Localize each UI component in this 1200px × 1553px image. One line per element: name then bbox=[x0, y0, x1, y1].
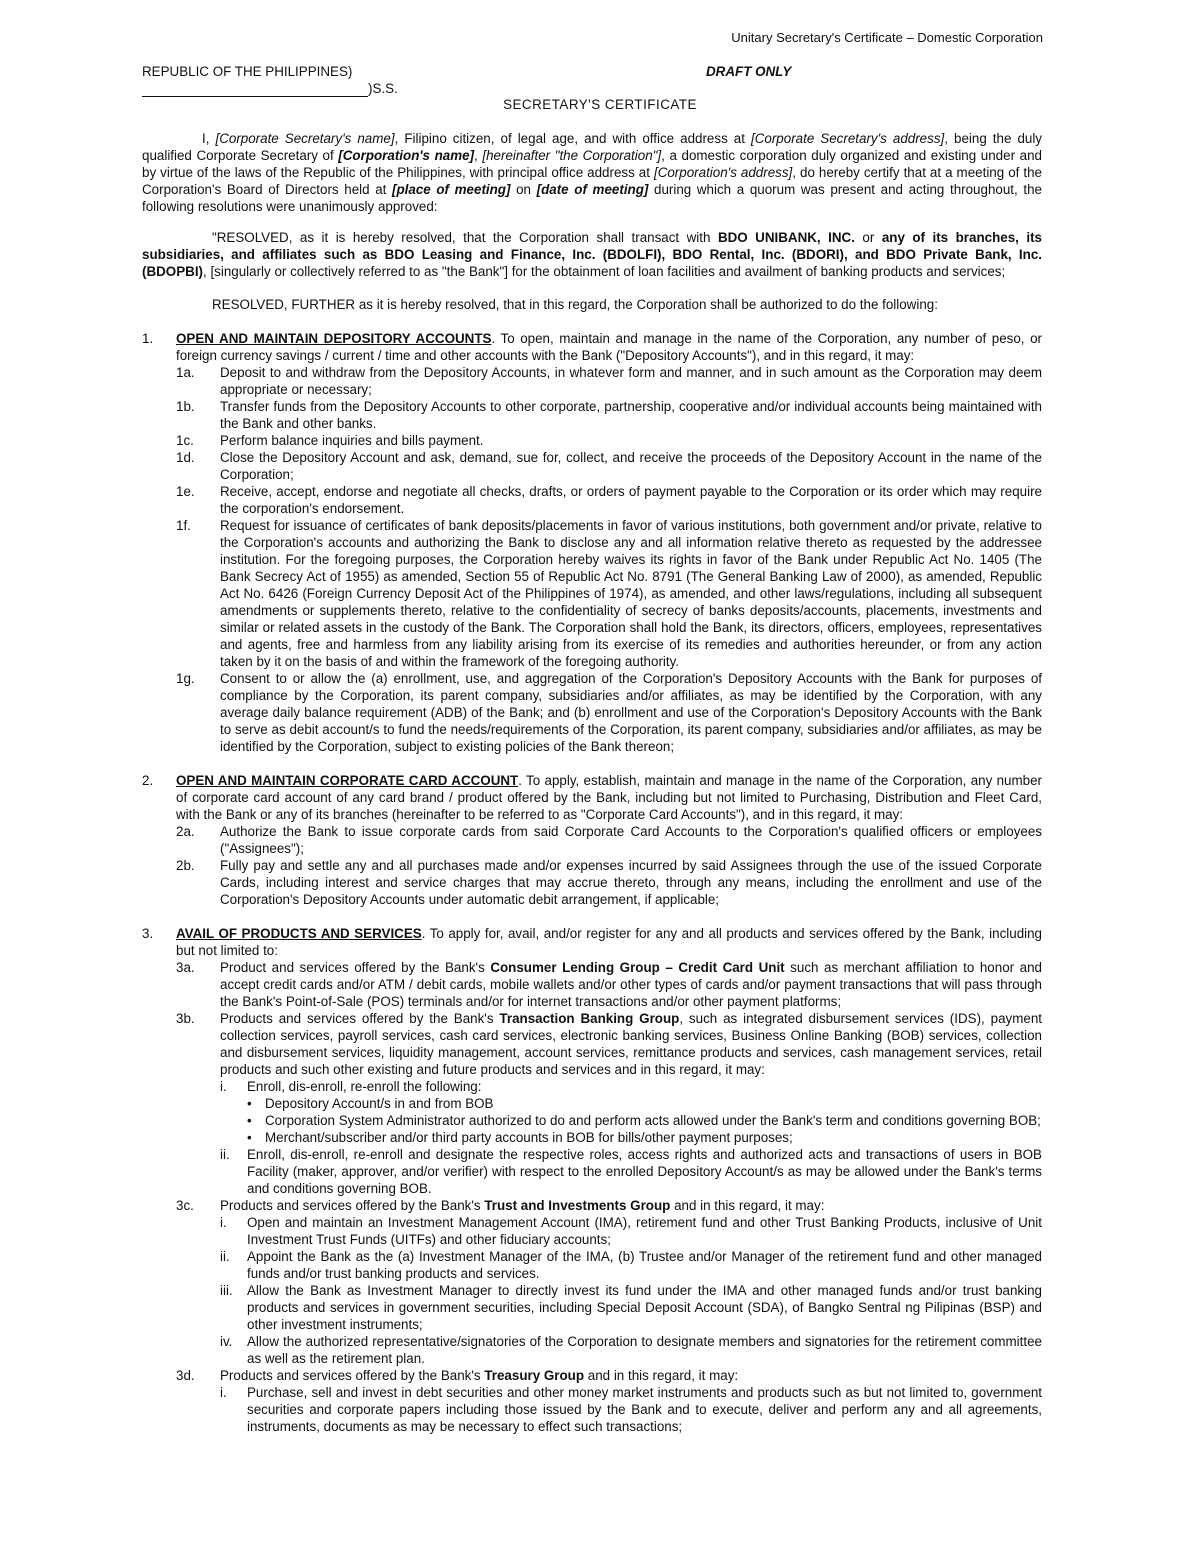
placeholder-meeting-date: [date of meeting] bbox=[536, 182, 649, 197]
section-number: 1. bbox=[142, 331, 154, 346]
bank-affiliates: any of its branches, its subsidiaries, and affiliates such as BDO Leasing and Finance, Inc. (BDOLFI), BDO Rental, Inc. (BDORI), and BDO Private Bank, Inc. (BDOPBI) bbox=[142, 230, 1042, 279]
document-type-header: Unitary Secretary's Certificate – Domestic Corporation bbox=[731, 30, 1043, 45]
resolution-paragraph: "RESOLVED, as it is hereby resolved, that the Corporation shall transact with BDO UNIBANK, INC. or any of its branches, its subsidiaries, and affiliates such as BDO Leasing and Finance, Inc. (BDOLFI), BDO Rental, Inc. (BDORI), and BDO Private Bank, Inc. (BDOPBI), [singularly or collectively referred to as "the Bank"] for the obtainment of loan facilities and availment of banking products and services; bbox=[142, 230, 1042, 279]
list-item-3c: 3c. Products and services offered by the Bank's Trust and Investments Group and in this regard, it may: i. Open and maintain an Investment Management Account (IMA), retirement fund and other Trust Banking Products, inclusive of Unit Investment Trust Funds (UITFs) and other fiduciary accounts; ii. Appoint the Bank as the (a) Investment Manager of the IMA, (b) Trustee and/or Manager of the retirement fund and other managed funds and/or trust banking products and services. iii. Allow the Bank as Investment Manager to directly invest its fund under the IMA and other managed funds and/or trust banking products and services in government securities, including Special Deposit Account (SDA), of Bangko Sentral ng Pilipinas (BSP) and other investment instruments; iv. Allow the authorized representative/signatories of the Corporation to designate members and signatories for the retirement committee as well as the retirement plan. bbox=[176, 1198, 1042, 1366]
list-item: 2a. Authorize the Bank to issue corporate cards from said Corporate Card Accounts to the Corporation's qualified officers or employees ("Assignees"); bbox=[176, 824, 1042, 856]
intro-paragraph: I, [Corporate Secretary's name], Filipino citizen, of legal age, and with office address at [Corporate Secretary's address], being the duly qualified Corporate Secretary of [Corporation's name], [hereinafter "the Corporation"], a domestic corporation duly organized and existing under and by virtue of the laws of the Republic of the Philippines, with principal office address at [Corporation's address], do hereby certify that at a meeting of the Corporation's Board of Directors held at [place of meeting] on [date of meeting] during which a quorum was present and acting throughout, the following resolutions were unanimously approved: bbox=[142, 131, 1043, 214]
list-item: 2b. Fully pay and settle any and all purchases made and/or expenses incurred by said Assignees through the use of the issued Corporate Cards, including interest and service charges that may accrue thereto, through any means, including the enrollment and use of the Corporation's Depository Accounts under automatic debit arrangement, if applicable; bbox=[176, 858, 1042, 907]
section-heading: AVAIL OF PRODUCTS AND SERVICES bbox=[176, 926, 422, 941]
blank-underline bbox=[142, 83, 368, 97]
placeholder-hereinafter: [hereinafter "the Corporation"] bbox=[482, 148, 662, 163]
section-3: 3. AVAIL OF PRODUCTS AND SERVICES. To apply for, avail, and/or register for any and all products and services offered by the Bank, including but not limited to: 3a. Product and services offered by the Bank's Consumer Lending Group – Credit Card Unit such as merchant affiliation to honor and accept credit cards and/or ATM / debit cards, mobile wallets and/or other types of cards and/or payment transactions that will pass through the Bank's Point-of-Sale (POS) terminals and/or for internet transactions and/or other payment platforms; 3b. Products and services offered by the Bank's Transaction Banking Group, such as integrated disbursement services (IDS), payment collection services, payroll services, cash card services, electronic banking services, Business Online Banking (BOB) services, collection and disbursement services, liquidity management, account services, remittance products and services, cash management services, retail products and such other existing and future products and services and in this regard, it may: i. Enroll, dis-enroll, re-enroll the following: • Depository Account/s in and from BOB • Corporation System Administrator authorized to do and perform acts allowed under the Bank's term and conditions governing BOB; • Merchant/subscriber and/or third party accounts in BOB for bills/other payment purposes; ii. Enroll, dis-enroll, re-enroll and designate the respective roles, access rights and authorized acts and transactions of users in BOB Facility (maker, approver, and/or verifier) with respect to the enrolled Depository Account/s as may be allowed under the Bank's terms and conditions governing BOB. 3c. Products and services offered by the Bank's Trust and Investments Group and in this regard, it may: i. Open and maintain an Investment Management Account (IMA), retirement fund and other Trust Banking Products, inclusive of Unit Investment Trust Funds (UITFs) and other fiduciary accounts; ii. Appoint the Bank as the (a) Investment Manager of the IMA, (b) Trustee and/or Manager of the retirement fund and other managed funds and/or trust banking products and services. iii. Allow the Bank as Investment Manager to directly invest its fund under the IMA and other managed funds and/or trust banking products and services in government securities, including Special Deposit Account (SDA), of Bangko Sentral ng Pilipinas (BSP) and other investment instruments; iv. Allow the authorized representative/signatories of the Corporation to designate members and signatories for the retirement committee as well as the retirement plan. 3d. Products and services offered by the Bank's Treasury Group and in this regard, it may: i. Purchase, sell and invest in debt securities and other money market instruments and products such as but not limited to, government securities and corporate papers including those issued by the Bank and to execute, deliver and perform any and all agreements, instruments, documents as may be necessary to effect such transactions; bbox=[142, 926, 1043, 1434]
document-body bbox=[142, 130, 1042, 1452]
sub-item: ii. Appoint the Bank as the (a) Investment Manager of the IMA, (b) Trustee and/or Manager of the retirement fund and other managed funds and/or trust banking products and services. bbox=[220, 1249, 1042, 1281]
sub-item: iii. Allow the Bank as Investment Manager to directly invest its fund under the IMA and other managed funds and/or trust banking products and services in government securities, including Special Deposit Account (SDA), of Bangko Sentral ng Pilipinas (BSP) and other investment instruments; bbox=[220, 1283, 1042, 1332]
section-heading: OPEN AND MAINTAIN DEPOSITORY ACCOUNTS bbox=[176, 331, 492, 346]
section-number: 3. bbox=[142, 926, 154, 941]
placeholder-secretary-name: [Corporate Secretary's name] bbox=[215, 131, 395, 146]
document-title: SECRETARY'S CERTIFICATE bbox=[503, 97, 697, 112]
bullet-item: • Corporation System Administrator authorized to do and perform acts allowed under the Bank's term and conditions governing BOB; bbox=[247, 1113, 1041, 1128]
list-item: 1d. Close the Depository Account and ask, demand, sue for, collect, and receive the proceeds of the Depository Account in the name of the Corporation; bbox=[176, 450, 1042, 482]
list-item: 1c. Perform balance inquiries and bills payment. bbox=[176, 433, 484, 448]
placeholder-corporation-address: [Corporation's address] bbox=[653, 165, 793, 180]
sub-item: i. Open and maintain an Investment Management Account (IMA), retirement fund and other Trust Banking Products, inclusive of Unit Investment Trust Funds (UITFs) and other fiduciary accounts; bbox=[220, 1215, 1042, 1247]
list-item-3a: 3a. Product and services offered by the Bank's Consumer Lending Group – Credit Card Unit such as merchant affiliation to honor and accept credit cards and/or ATM / debit cards, mobile wallets and/or other types of cards and/or payment transactions that will pass through the Bank's Point-of-Sale (POS) terminals and/or for internet transactions and/or other payment platforms; bbox=[176, 960, 1042, 1009]
list-item-3d: 3d. Products and services offered by the Bank's Treasury Group and in this regard, it may: i. Purchase, sell and invest in debt securities and other money market instruments and products such as but not limited to, government securities and corporate papers including those issued by the Bank and to execute, deliver and perform any and all agreements, instruments, documents as may be necessary to effect such transactions; bbox=[176, 1368, 1042, 1434]
section-1: 1. OPEN AND MAINTAIN DEPOSITORY ACCOUNTS. To open, maintain and manage in the name of the Corporation, any number of peso, or foreign currency savings / current / time and other accounts with the Bank ("Depository Accounts"), and in this regard, it may: 1a. Deposit to and withdraw from the Depository Accounts, in whatever form and manner, and in such amount as the Corporation may deem appropriate or necessary; 1b. Transfer funds from the Depository Accounts to other corporate, partnership, cooperative and/or individual accounts being maintained with the Bank and other banks. 1c. Perform balance inquiries and bills payment. 1d. Close the Depository Account and ask, demand, sue for, collect, and receive the proceeds of the Depository Account in the name of the Corporation; 1e. Receive, accept, endorse and negotiate all checks, drafts, or orders of payment payable to the Corporation or its order which may require the corporation's endorsement. 1f. Request for issuance of certificates of bank deposits/placements in favor of various institutions, both government and/or private, relative to the Corporation's accounts and authorizing the Bank to disclose any and all information relative thereto as requested by the addressee institution. For the foregoing purposes, the Corporation hereby waives its rights in favor of the Bank under Republic Act No. 1405 (The Bank Secrecy Act of 1955) as amended, Section 55 of Republic Act No. 8791 (The General Banking Law of 2000), as amended, Republic Act No. 6426 (Foreign Currency Deposit Act of the Philippines of 1974), as amended, and other laws/regulations, including all subsequent amendments or supplements thereto, relative to the confidentiality of secrecy of banks deposits/accounts, placements, investments and similar or related assets in the custody of the Bank. The Corporation shall hold the Bank, its directors, officers, employees, representatives and agents, free and harmless from any liability arising from its exercise of its remedies and authorities hereunder, or from any action taken by it on the basis of and within the framework of the foregoing authority. 1g. Consent to or allow the (a) enrollment, use, and aggregation of the Corporation's Depository Accounts with the Bank for purposes of compliance by the Corporation, its parent company, subsidiaries and/or affiliates, as may be identified by the Corporation, with any average daily balance requirement (ADB) of the Bank; and (b) enrollment and use of the Corporation's Depository Accounts with the Bank to serve as debit account/s to fund the needs/requirements of the Corporation, its parent company, subsidiaries and/or affiliates, as may be identified by the Corporation, subject to existing policies of the Bank thereon; bbox=[142, 331, 1042, 754]
bullet-item: • Depository Account/s in and from BOB bbox=[247, 1096, 494, 1111]
resolution-further-paragraph: RESOLVED, FURTHER as it is hereby resolved, that in this regard, the Corporation shall be authorized to do the following: bbox=[212, 297, 938, 312]
bank-name: BDO UNIBANK, INC. bbox=[717, 230, 855, 245]
placeholder-corporation-name: [Corporation's name] bbox=[338, 148, 475, 163]
republic-line: REPUBLIC OF THE PHILIPPINES) bbox=[142, 64, 353, 79]
ss-line bbox=[142, 80, 398, 97]
list-item: 1f. Request for issuance of certificates of bank deposits/placements in favor of various institutions, both government and/or private, relative to the Corporation's accounts and authorizing the Bank to disclose any and all information relative thereto as requested by the addressee institution. For the foregoing purposes, the Corporation hereby waives its rights in favor of the Bank under Republic Act No. 1405 (The Bank Secrecy Act of 1955) as amended, Section 55 of Republic Act No. 8791 (The General Banking Law of 2000), as amended, Republic Act No. 6426 (Foreign Currency Deposit Act of the Philippines of 1974), as amended, and other laws/regulations, including all subsequent amendments or supplements thereto, relative to the confidentiality of secrecy of banks deposits/accounts, placements, investments and similar or related assets in the custody of the Bank. The Corporation shall hold the Bank, its directors, officers, employees, representatives and agents, free and harmless from any liability arising from its exercise of its remedies and authorities hereunder, or from any action taken by it on the basis of and within the framework of the foregoing authority. bbox=[176, 518, 1042, 669]
section-heading: OPEN AND MAINTAIN CORPORATE CARD ACCOUNT bbox=[176, 773, 519, 788]
list-item: 1e. Receive, accept, endorse and negotiate all checks, drafts, or orders of payment payable to the Corporation or its order which may require the corporation's endorsement. bbox=[176, 484, 1042, 516]
list-item: 1a. Deposit to and withdraw from the Depository Accounts, in whatever form and manner, and in such amount as the Corporation may deem appropriate or necessary; bbox=[176, 365, 1042, 397]
section-2: 2. OPEN AND MAINTAIN CORPORATE CARD ACCOUNT. To apply, establish, maintain and manage in the name of the Corporation, any number of corporate card account of any card brand / product offered by the Bank, including but not limited to Purchasing, Distribution and Fleet Card, with the Bank or any of its branches (hereinafter to be referred to as "Corporate Card Accounts"), and in this regard, it may: 2a. Authorize the Bank to issue corporate cards from said Corporate Card Accounts to the Corporation's qualified officers or employees ("Assignees"); 2b. Fully pay and settle any and all purchases made and/or expenses incurred by said Assignees through the use of the issued Corporate Cards, including interest and service charges that may accrue thereto, through any means, including the enrollment and use of the Corporation's Depository Accounts under automatic debit arrangement, if applicable; bbox=[142, 773, 1043, 907]
draft-label: DRAFT ONLY bbox=[706, 64, 792, 79]
sub-item: iv. Allow the authorized representative/signatories of the Corporation to designate members and signatories for the retirement committee as well as the retirement plan. bbox=[220, 1334, 1042, 1366]
list-item-3b: 3b. Products and services offered by the Bank's Transaction Banking Group, such as integrated disbursement services (IDS), payment collection services, payroll services, cash card services, electronic banking services, Business Online Banking (BOB) services, collection and disbursement services, liquidity management, account services, remittance products and services, cash management services, retail products and such other existing and future products and services and in this regard, it may: i. Enroll, dis-enroll, re-enroll the following: • Depository Account/s in and from BOB • Corporation System Administrator authorized to do and perform acts allowed under the Bank's term and conditions governing BOB; • Merchant/subscriber and/or third party accounts in BOB for bills/other payment purposes; ii. Enroll, dis-enroll, re-enroll and designate the respective roles, access rights and authorized acts and transactions of users in BOB Facility (maker, approver, and/or verifier) with respect to the enrolled Depository Account/s as may be allowed under the Bank's terms and conditions governing BOB. bbox=[176, 1011, 1042, 1196]
sub-item: ii. Enroll, dis-enroll, re-enroll and designate the respective roles, access rights and authorized acts and transactions of users in BOB Facility (maker, approver, and/or verifier) with respect to the enrolled Depository Account/s as may be allowed under the Bank's terms and conditions governing BOB. bbox=[220, 1147, 1042, 1196]
sub-item: i. Purchase, sell and invest in debt securities and other money market instruments and products such as but not limited to, government securities and corporate papers including those issued by the Bank and to execute, deliver and perform any and all agreements, instruments, documents as may be necessary to effect such transactions; bbox=[220, 1385, 1042, 1434]
bullet-item: • Merchant/subscriber and/or third party accounts in BOB for bills/other payment purposes; bbox=[247, 1130, 793, 1145]
sub-item: i. Enroll, dis-enroll, re-enroll the following: • Depository Account/s in and from BOB • Corporation System Administrator authorized to do and perform acts allowed under the Bank's term and conditions governing BOB; • Merchant/subscriber and/or third party accounts in BOB for bills/other payment purposes; bbox=[220, 1079, 1041, 1145]
placeholder-meeting-place: [place of meeting] bbox=[392, 182, 511, 197]
list-item: 1b. Transfer funds from the Depository Accounts to other corporate, partnership, cooperative and/or individual accounts being maintained with the Bank and other banks. bbox=[176, 399, 1042, 431]
list-item: 1g. Consent to or allow the (a) enrollment, use, and aggregation of the Corporation's Depository Accounts with the Bank for purposes of compliance by the Corporation, its parent company, subsidiaries and/or affiliates, as may be identified by the Corporation, with any average daily balance requirement (ADB) of the Bank; and (b) enrollment and use of the Corporation's Depository Accounts with the Bank to serve as debit account/s to fund the needs/requirements of the Corporation, its parent company, subsidiaries and/or affiliates, as may be identified by the Corporation, subject to existing policies of the Bank thereon; bbox=[176, 671, 1042, 754]
ss-text: )S.S. bbox=[368, 81, 398, 96]
section-number: 2. bbox=[142, 773, 154, 788]
placeholder-secretary-address: [Corporate Secretary's address] bbox=[751, 131, 945, 146]
